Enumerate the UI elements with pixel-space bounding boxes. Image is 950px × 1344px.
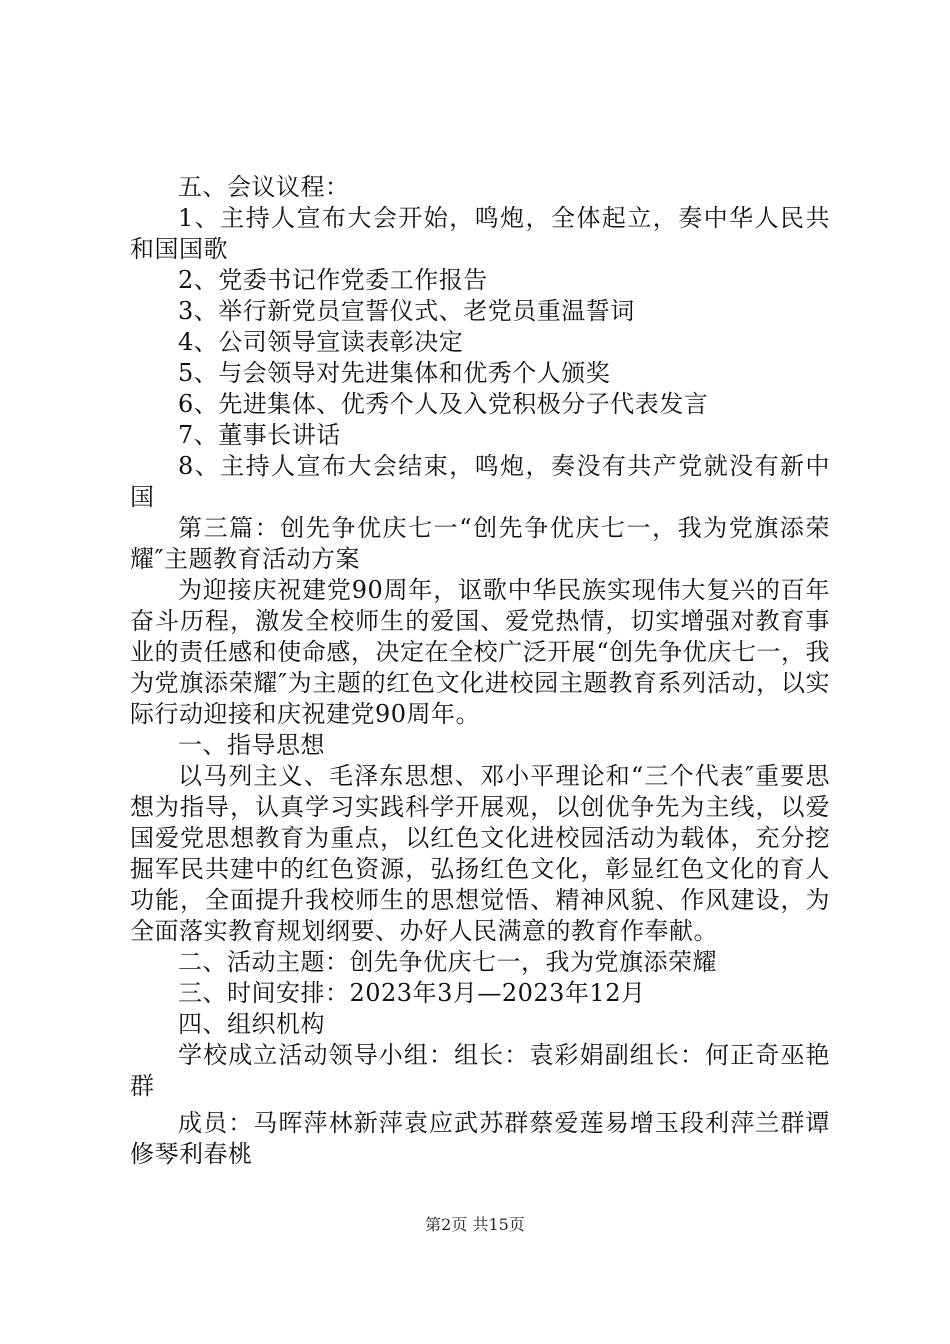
paragraph-introduction: 为迎接庆祝建党90周年，讴歌中华民族实现伟大复兴的百年奋斗历程，激发全校师生的爱国、爱党热情，切实增强对教育事业的责任感和使命感，决定在全校广泛开展“创先争优庆七一，我为党旗添荣耀″为主题的红色文化进校园主题教育系列活动，以实际行动迎接和庆祝建党90周年。 bbox=[130, 576, 830, 728]
paragraph-agenda-item-3: 3、举行新党员宣誓仪式、老党员重温誓词 bbox=[178, 297, 635, 325]
paragraph-leadership-group: 学校成立活动领导小组：组长：袁彩娟副组长：何正奇巫艳群 bbox=[130, 1041, 830, 1100]
paragraph-agenda-item-5: 5、与会领导对先进集体和优秀个人颁奖 bbox=[178, 359, 611, 387]
document-body bbox=[130, 172, 830, 1170]
paragraph-agenda-item-1: 1、主持人宣布大会开始，鸣炮，全体起立，奏中华人民共和国国歌 bbox=[130, 204, 830, 263]
paragraph-members: 成员：马晖萍林新萍袁应武苏群蔡爱莲易增玉段利萍兰群谭修琴利春桃 bbox=[130, 1109, 830, 1168]
paragraph-meeting-agenda-heading: 五、会议议程： bbox=[178, 173, 350, 201]
paragraph-guiding-thought-body: 以马列主义、毛泽东思想、邓小平理论和“三个代表″重要思想为指导，认真学习实践科学开展观，以创优争先为主线，以爱国爱党思想教育为重点，以红色文化进校园活动为载体，充分挖掘军民共建中的红色资源，弘扬红色文化，彰显红色文化的育人功能，全面提升我校师生的思想觉悟、精神风貌、作风建设，为全面落实教育规划纲要、办好人民满意的教育作奉献。 bbox=[130, 762, 830, 945]
paragraph-agenda-item-8: 8、主持人宣布大会结束，鸣炮，奏没有共产党就没有新中国 bbox=[130, 452, 830, 511]
paragraph-organization-heading: 四、组织机构 bbox=[178, 1010, 325, 1038]
paragraph-activity-theme: 二、活动主题：创先争优庆七一，我为党旗添荣耀 bbox=[178, 948, 717, 976]
paragraph-agenda-item-2: 2、党委书记作党委工作报告 bbox=[178, 266, 488, 294]
paragraph-agenda-item-4: 4、公司领导宣读表彰决定 bbox=[178, 328, 464, 356]
paragraph-agenda-item-6: 6、先进集体、优秀个人及入党积极分子代表发言 bbox=[178, 390, 709, 418]
paragraph-section-three-title: 第三篇：创先争优庆七一“创先争优庆七一，我为党旗添荣耀″主题教育活动方案 bbox=[130, 514, 830, 573]
paragraph-schedule: 三、时间安排：2023年3月—2023年12月 bbox=[178, 979, 646, 1007]
page-number-footer: 第2页 共15页 bbox=[425, 1215, 525, 1234]
paragraph-guiding-thought-heading: 一、指导思想 bbox=[178, 731, 325, 759]
paragraph-agenda-item-7: 7、董事长讲话 bbox=[178, 421, 341, 449]
